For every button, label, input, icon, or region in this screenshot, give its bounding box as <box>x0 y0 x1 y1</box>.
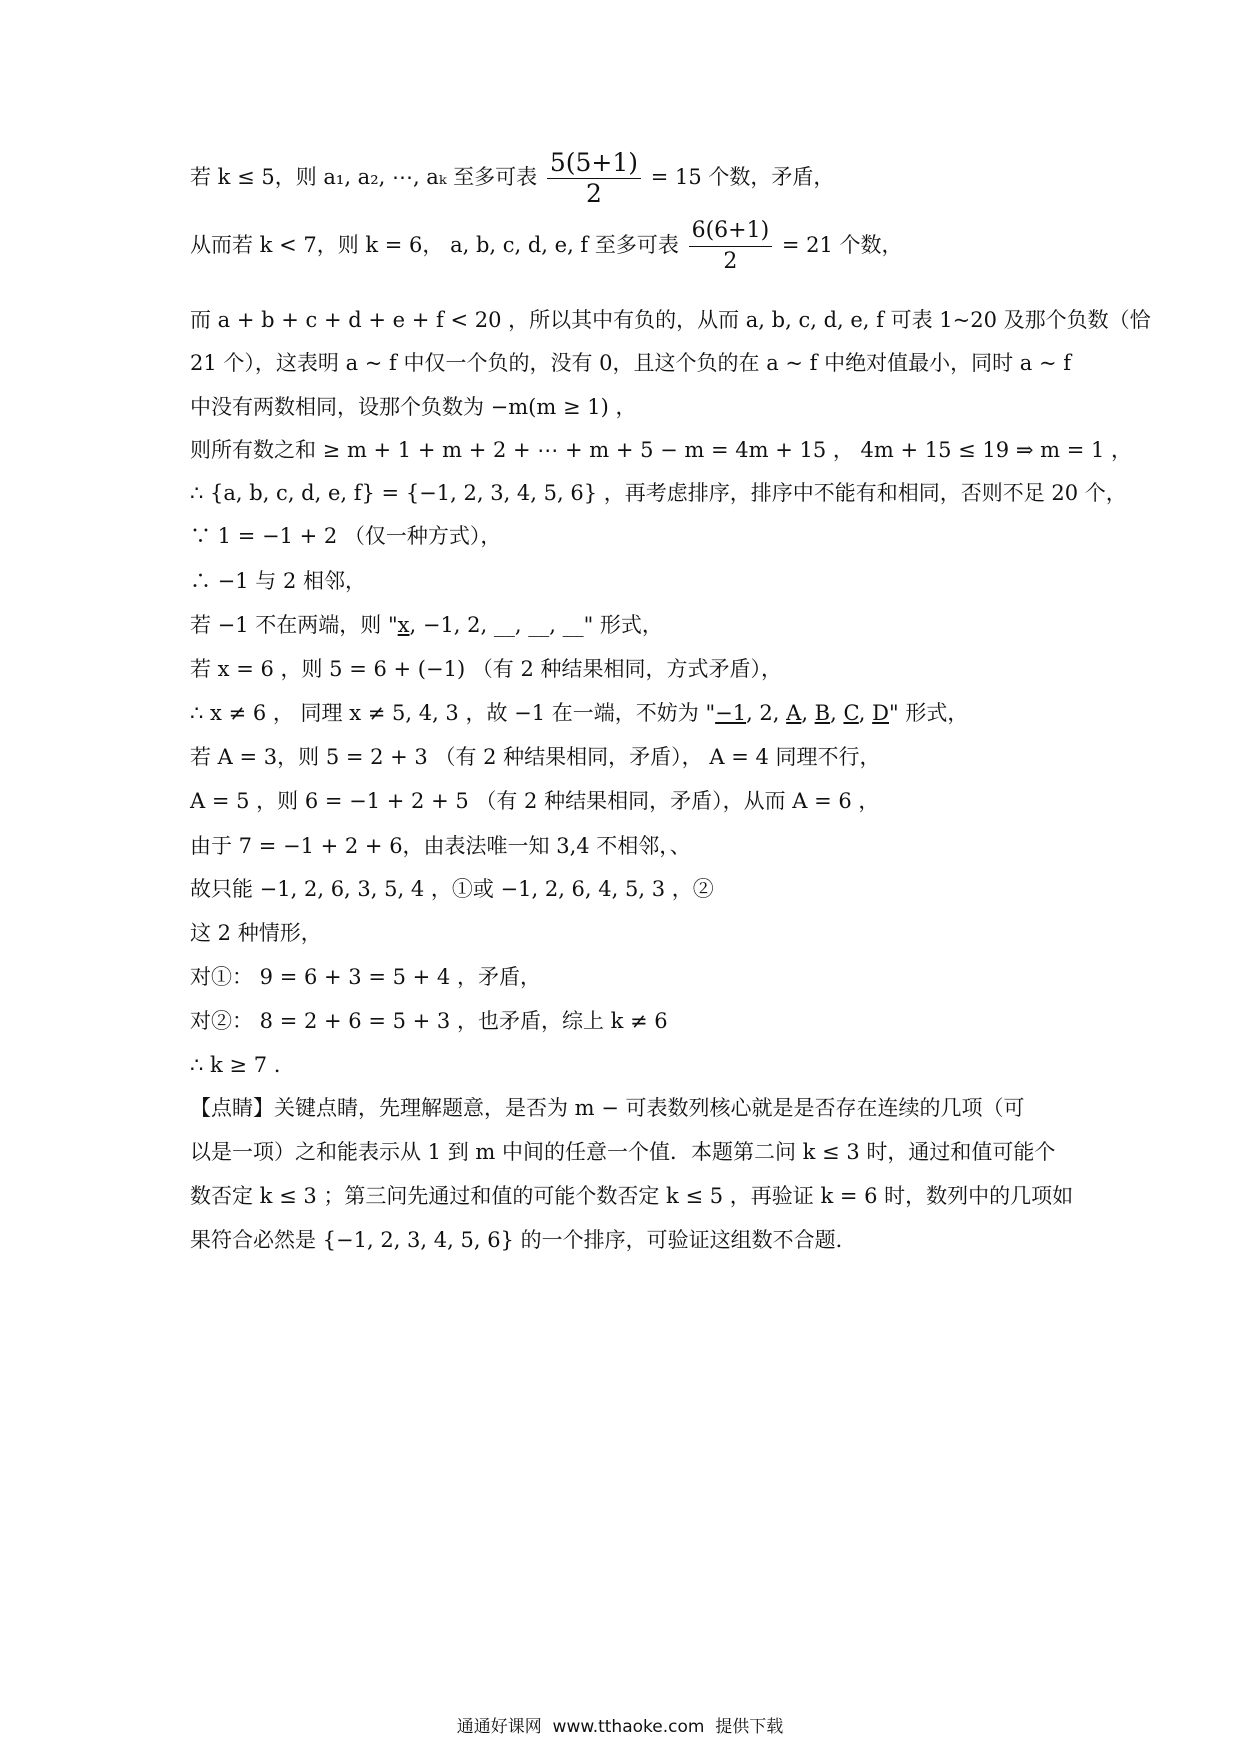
line-9: ∴ −1 与 2 相邻， <box>190 569 367 593</box>
underlined-B: B <box>814 701 831 725</box>
line-5: 中没有两数相同，设那个负数为 −m(m ≥ 1) ， <box>190 395 637 419</box>
line-16: 故只能 −1, 2, 6, 3, 5, 4 ，①或 −1, 2, 6, 4, 5, 3 ，② <box>190 877 714 901</box>
fraction-2-denominator: 2 <box>723 249 738 274</box>
line-7: ∴ {a, b, c, d, e, f} = {−1, 2, 3, 4, 5, 6} ，再考虑排序，排序中不能有和相同，否则不足 20 个， <box>190 481 1127 505</box>
underlined-C: C <box>843 701 859 725</box>
line-8: ∵ 1 = −1 + 2 （仅一种方式）， <box>190 524 502 548</box>
fraction-2 <box>689 218 773 275</box>
line-10-text-a: 若 −1 不在两端，则 " <box>190 613 398 637</box>
line-2-text-a: 从而若 k < 7，则 k = 6， a, b, c, d, e, f 至多可表 <box>190 233 679 257</box>
line-1-text-a: 若 k ≤ 5，则 a₁, a₂, ⋯, aₖ 至多可表 <box>190 165 538 189</box>
line-24: 果符合必然是 {−1, 2, 3, 4, 5, 6} 的一个排序，可验证这组数不合题． <box>190 1228 857 1252</box>
fraction-1 <box>547 150 641 207</box>
underlined-x: x <box>397 613 410 637</box>
line-23: 数否定 k ≤ 3 ；第三问先通过和值的可能个数否定 k ≤ 5 ，再验证 k = 6 时，数列中的几项如 <box>190 1184 1074 1208</box>
line-21: 【点睛】关键点睛，先理解题意，是否为 m − 可表数列核心就是是否存在连续的几项（可 <box>190 1096 1025 1120</box>
line-12-text-b: " 形式， <box>889 701 969 725</box>
line-15: 由于 7 = −1 + 2 + 6，由表法唯一知 3,4 不相邻，、 <box>190 834 691 858</box>
line-18: 对①： 9 = 6 + 3 = 5 + 4 ，矛盾， <box>190 965 541 989</box>
line-2-text-b: = 21 个数， <box>781 233 903 257</box>
line-3: 而 a + b + c + d + e + f < 20 ，所以其中有负的，从而 a, b, c, d, e, f 可表 1~20 及那个负数（恰 <box>190 308 1151 332</box>
line-6: 则所有数之和 ≥ m + 1 + m + 2 + ⋯ + m + 5 − m = 4m + 15 ， 4m + 15 ≤ 19 ⇒ m = 1 ， <box>190 438 1132 462</box>
line-22: 以是一项）之和能表示从 1 到 m 中间的任意一个值．本题第二问 k ≤ 3 时，通过和值可能个 <box>190 1140 1056 1164</box>
underlined-D: D <box>872 701 889 725</box>
line-4: 21 个），这表明 a ~ f 中仅一个负的，没有 0，且这个负的在 a ~ f 中绝对值最小，同时 a ~ f <box>190 351 1072 375</box>
fraction-2-numerator: 6(6+1) <box>689 218 773 247</box>
line-1-text-b: = 15 个数，矛盾， <box>650 165 835 189</box>
line-13: 若 A = 3，则 5 = 2 + 3 （有 2 种结果相同，矛盾）， A = 4 同理不行， <box>190 745 881 769</box>
line-10 <box>190 610 1070 640</box>
line-20: ∴ k ≥ 7 . <box>190 1053 281 1077</box>
fraction-1-denominator: 2 <box>585 179 602 208</box>
fraction-1-numerator: 5(5+1) <box>547 150 641 179</box>
line-17: 这 2 种情形， <box>190 921 322 945</box>
underlined-minus-one: −1 <box>715 701 747 725</box>
line-1 <box>190 150 1070 207</box>
line-12-text-a: ∴ x ≠ 6 ， 同理 x ≠ 5, 4, 3 ，故 −1 在一端，不妨为 " <box>190 701 716 725</box>
underlined-A: A <box>786 701 802 725</box>
page-footer: 通通好课网 www.tthaoke.com 提供下载 <box>456 1717 784 1737</box>
line-19: 对②： 8 = 2 + 6 = 5 + 3 ，也矛盾，综上 k ≠ 6 <box>190 1009 668 1033</box>
line-11: 若 x = 6 ，则 5 = 6 + (−1) （有 2 种结果相同，方式矛盾）， <box>190 657 783 681</box>
line-12-text-mid: , 2, <box>746 701 787 725</box>
line-10-text-b: , −1, 2, __, __, __" 形式， <box>409 613 663 637</box>
line-14: A = 5 ，则 6 = −1 + 2 + 5 （有 2 种结果相同，矛盾），从而 A = 6 ， <box>190 789 880 813</box>
line-2 <box>190 218 1070 275</box>
line-12: ∴ x ≠ 6 ， 同理 x ≠ 5, 4, 3 ，故 −1 在一端，不妨为 "−1, 2, A, B, C, D" 形式， <box>190 701 969 725</box>
